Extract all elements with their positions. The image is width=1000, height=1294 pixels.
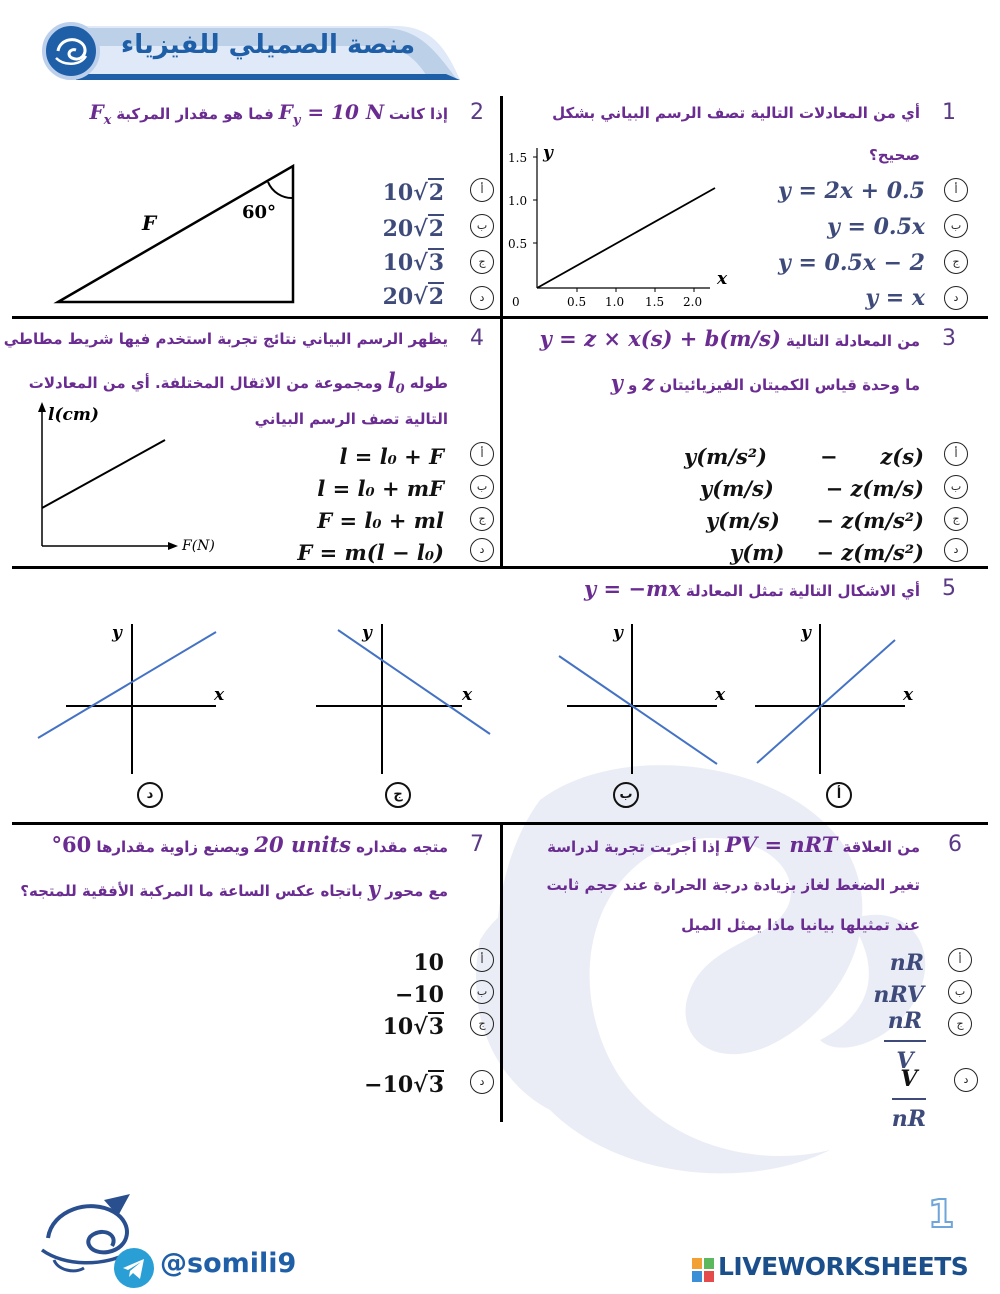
q6-option-c: [884, 1008, 926, 1074]
q2-option-a: [383, 180, 444, 206]
q4-text-line2-post: ومجموعة من الاثقال المختلفة. أي من المعادلات: [28, 374, 383, 392]
q1-text-line1: أي من المعادلات التالية تصف الرسم البياني بشكل: [552, 104, 920, 122]
q6-choice-d[interactable]: د: [954, 1068, 978, 1092]
q1-graph-ytick: 0.5: [508, 237, 528, 251]
q1-graph-xtick: 2.0: [683, 295, 703, 309]
q2-option-c-coef: 10: [382, 250, 414, 276]
q2-choice-a[interactable]: أ: [470, 178, 494, 202]
q7-text-mid: ويصنع زاوية مقدارها: [96, 838, 250, 856]
liveworksheets-logo-icon: [692, 1258, 714, 1282]
q2-text-pre: إذا كانت: [388, 105, 448, 123]
q7-option-c-root: 3: [428, 1014, 444, 1040]
q6-choice-a[interactable]: أ: [948, 948, 972, 972]
sqrt-icon: √: [413, 250, 428, 276]
q1-option-a: y = 2x + 0.5: [778, 178, 925, 204]
telegram-icon[interactable]: [114, 1248, 154, 1288]
q3-option-c-z: − z(m/s²): [816, 508, 924, 533]
sqrt-icon: √: [413, 284, 428, 310]
q6-text-line2: تغير الضغط لغاز بزيادة درجة الحرارة عند حجم ثابت: [546, 876, 920, 894]
divider-horizontal-2: [12, 566, 988, 569]
q4-graph-ylabel: l(cm): [48, 405, 99, 425]
q2-fy-symbol: F: [278, 100, 293, 124]
q2-force-label: F: [142, 211, 157, 235]
q1-option-b: y = 0.5x: [827, 214, 925, 240]
q4-option-c: F = l₀ + ml: [317, 508, 444, 533]
q1-choice-a[interactable]: أ: [944, 178, 968, 202]
q2-option-a-root: 2: [428, 180, 444, 206]
q3-var-z: z: [642, 370, 655, 395]
q7-text-line2-post: باتجاه عكس الساعة ما المركبة الأفقية للمتجه؟: [20, 882, 363, 900]
q6-option-c-numerator: nR: [887, 1008, 922, 1034]
q6-text-post: إذا أجريت تجربة لدراسة: [547, 838, 720, 856]
sqrt-icon: √: [413, 1072, 428, 1098]
q3-question-line1: [540, 326, 920, 351]
q6-option-d-numerator: V: [900, 1066, 918, 1092]
q1-graph-ytick: 1.5: [508, 151, 528, 165]
q7-choice-b[interactable]: ب: [470, 980, 494, 1004]
q1-graph-xlabel: x: [717, 269, 728, 289]
q7-option-d-coef: −10: [364, 1072, 414, 1098]
q4-option-a: l = l₀ + F: [339, 444, 444, 469]
q2-number: 2: [470, 100, 484, 125]
q3-text-pre: من المعادلة التالية: [786, 332, 920, 350]
q2-option-c-root: 3: [428, 250, 444, 276]
q1-choice-c[interactable]: ج: [944, 250, 968, 274]
q2-triangle: [50, 160, 310, 310]
q4-choice-d[interactable]: د: [470, 538, 494, 562]
q2-choice-d[interactable]: د: [470, 286, 494, 310]
q7-angle: 60°: [51, 832, 92, 857]
q2-option-d-root: 2: [428, 284, 444, 310]
q5-graph-c-xlabel: x: [462, 685, 473, 705]
q2-choice-b[interactable]: ب: [470, 214, 494, 238]
q2-option-d-coef: 20: [382, 284, 414, 310]
q2-fy-sub: y: [292, 113, 301, 128]
q4-text-line1: يظهر الرسم البياني نتائج تجربة استخدم فيها شريط مطاطي: [3, 330, 448, 348]
q5-equation: y = −mx: [583, 576, 681, 601]
q2-angle-label: 60°: [242, 202, 277, 223]
q4-choice-b[interactable]: ب: [470, 475, 494, 499]
q7-question-line2: [20, 876, 448, 901]
q6-option-d: [892, 1066, 926, 1132]
q5-graph-d-xlabel: x: [214, 685, 225, 705]
q3-option-a-z: z(s): [880, 444, 924, 469]
divider-vertical-bottom: [500, 822, 503, 1122]
q4-option-b: l = l₀ + mF: [317, 476, 444, 501]
q5-graph-a-ylabel: y: [801, 623, 811, 643]
q5-graph-b: [555, 618, 735, 778]
q7-option-b: −10: [394, 982, 444, 1008]
q2-text-mid: فما هو مقدار المركبة: [116, 105, 274, 123]
q6-equation: PV = nRT: [725, 832, 838, 857]
q4-number: 4: [470, 326, 484, 351]
q1-option-c: y = 0.5x − 2: [778, 250, 925, 276]
q1-text-line2: صحيح؟: [869, 146, 920, 164]
q1-choice-d[interactable]: د: [944, 286, 968, 310]
q7-axis: y: [367, 876, 380, 901]
q7-option-d-root: 3: [428, 1072, 444, 1098]
q6-text-pre: من العلاقة: [842, 838, 920, 856]
q1-option-d: y = x: [865, 285, 925, 311]
q5-graph-c: [312, 618, 502, 778]
q3-option-a-y: y(m/s²): [684, 444, 767, 469]
q7-number: 7: [470, 832, 484, 857]
q7-magnitude: 20 units: [254, 832, 351, 857]
q4-l0-symbol: l: [387, 368, 396, 393]
q7-choice-c[interactable]: ج: [470, 1012, 494, 1036]
header-banner: [36, 18, 460, 84]
sqrt-icon: √: [413, 180, 428, 206]
q2-question: [89, 100, 448, 128]
q3-option-d-z: − z(m/s²): [816, 540, 924, 565]
q2-option-b: [383, 216, 444, 242]
sqrt-icon: √: [413, 216, 428, 242]
q5-text: أي الاشكال التالية تمثل المعادلة: [685, 582, 920, 600]
q2-option-b-root: 2: [428, 216, 444, 242]
q7-choice-d[interactable]: د: [470, 1070, 494, 1094]
q3-choice-b[interactable]: ب: [944, 475, 968, 499]
liveworksheets-brand[interactable]: LIVEWORKSHEETS: [718, 1252, 969, 1281]
q1-number: 1: [942, 100, 956, 125]
q2-option-d: [383, 284, 444, 310]
q6-text-line3: عند تمثيلها بيانيا ماذا يمثل الميل: [681, 916, 920, 934]
q3-option-c-y: y(m/s): [706, 508, 780, 533]
q1-graph: [505, 140, 745, 315]
q3-option-a-sep: −: [820, 444, 838, 469]
q6-option-b: nRV: [873, 982, 924, 1008]
q7-choice-a[interactable]: أ: [470, 948, 494, 972]
q1-graph-ylabel: y: [543, 143, 553, 163]
q2-option-c: [383, 250, 444, 276]
q1-graph-xtick: 1.5: [645, 295, 665, 309]
q5-graph-b-xlabel: x: [715, 685, 726, 705]
divider-horizontal-1: [12, 316, 988, 319]
q5-graph-a: [745, 618, 925, 778]
q3-question-line2: [611, 370, 920, 395]
q4-graph: [30, 398, 240, 558]
q4-option-d: F = m(l − l₀): [297, 540, 444, 565]
q3-choice-c[interactable]: ج: [944, 507, 968, 531]
q5-graph-a-xlabel: x: [903, 685, 914, 705]
q6-choice-b[interactable]: ب: [948, 980, 972, 1004]
q4-question-line2: [29, 368, 448, 397]
q3-var-y: y: [610, 370, 623, 395]
q2-option-a-coef: 10: [382, 180, 414, 206]
telegram-handle[interactable]: @somili9: [160, 1248, 297, 1279]
q7-text-pre: متجه مقداره: [356, 838, 448, 856]
q5-graph-d: [36, 618, 236, 778]
q3-choice-a[interactable]: أ: [944, 442, 968, 466]
q4-l0-sub: 0: [395, 382, 405, 398]
q7-option-c: [383, 1014, 444, 1040]
header-title: منصة الصميلي للفيزياء: [120, 30, 416, 60]
q2-fy-value: = 10 N: [307, 100, 385, 124]
sqrt-icon: √: [413, 1014, 428, 1040]
q2-fx-sub: x: [103, 113, 112, 128]
q3-text-line2: ما وحدة قياس الكميتان الفيزيائيتان: [659, 376, 920, 394]
q2-fy: [278, 100, 385, 128]
q1-graph-ytick: 1.0: [508, 194, 528, 208]
header-logo: [42, 22, 100, 80]
q5-number: 5: [942, 576, 956, 601]
q1-graph-xtick: 0.5: [567, 295, 587, 309]
q5-choice-d[interactable]: د: [137, 782, 163, 808]
q7-option-c-coef: 10: [382, 1014, 414, 1040]
q6-option-d-denominator: nR: [891, 1106, 926, 1132]
q2-fx: [89, 100, 112, 128]
q5-graph-b-ylabel: y: [613, 623, 623, 643]
q5-choice-b[interactable]: ب: [613, 782, 639, 808]
q2-fx-symbol: F: [89, 100, 104, 124]
q2-choice-c[interactable]: ج: [470, 250, 494, 274]
q6-option-c-denominator: V: [896, 1048, 914, 1074]
q6-question-line1: [547, 832, 920, 857]
q4-text-line3: التالية تصف الرسم البياني: [254, 410, 448, 428]
q4-text-line2-pre: طوله: [409, 374, 448, 392]
q3-option-b-z: − z(m/s): [825, 476, 924, 501]
page-number: 1: [928, 1192, 955, 1236]
q7-text-line2-pre: مع محور: [385, 882, 448, 900]
q5-graph-d-ylabel: y: [112, 623, 122, 643]
q5-graph-c-ylabel: y: [362, 623, 372, 643]
q3-option-b-y: y(m/s): [700, 476, 774, 501]
q4-l0: [387, 368, 405, 398]
q4-graph-xlabel: F(N): [182, 538, 215, 554]
q1-choice-b[interactable]: ب: [944, 214, 968, 238]
q3-and: و: [627, 376, 638, 394]
q6-choice-c[interactable]: ج: [948, 1012, 972, 1036]
q3-choice-d[interactable]: د: [944, 538, 968, 562]
q1-graph-xtick: 0: [512, 295, 520, 309]
q7-question-line1: [52, 832, 448, 857]
q5-question: [584, 576, 920, 601]
q4-choice-c[interactable]: ج: [470, 507, 494, 531]
q3-number: 3: [942, 326, 956, 351]
q1-graph-xtick: 1.0: [605, 295, 625, 309]
q4-choice-a[interactable]: أ: [470, 442, 494, 466]
q5-choice-c[interactable]: ج: [385, 782, 411, 808]
q3-option-d-y: y(m): [730, 540, 785, 565]
q3-equation: y = z × x(s) + b(m/s): [539, 326, 781, 351]
q2-option-b-coef: 20: [382, 216, 414, 242]
q6-option-a: nR: [889, 950, 924, 976]
q6-number: 6: [948, 832, 962, 857]
q7-option-d: [364, 1072, 444, 1098]
q7-option-a: 10: [413, 950, 444, 976]
divider-vertical-top: [500, 96, 503, 566]
q5-choice-a[interactable]: أ: [826, 782, 852, 808]
